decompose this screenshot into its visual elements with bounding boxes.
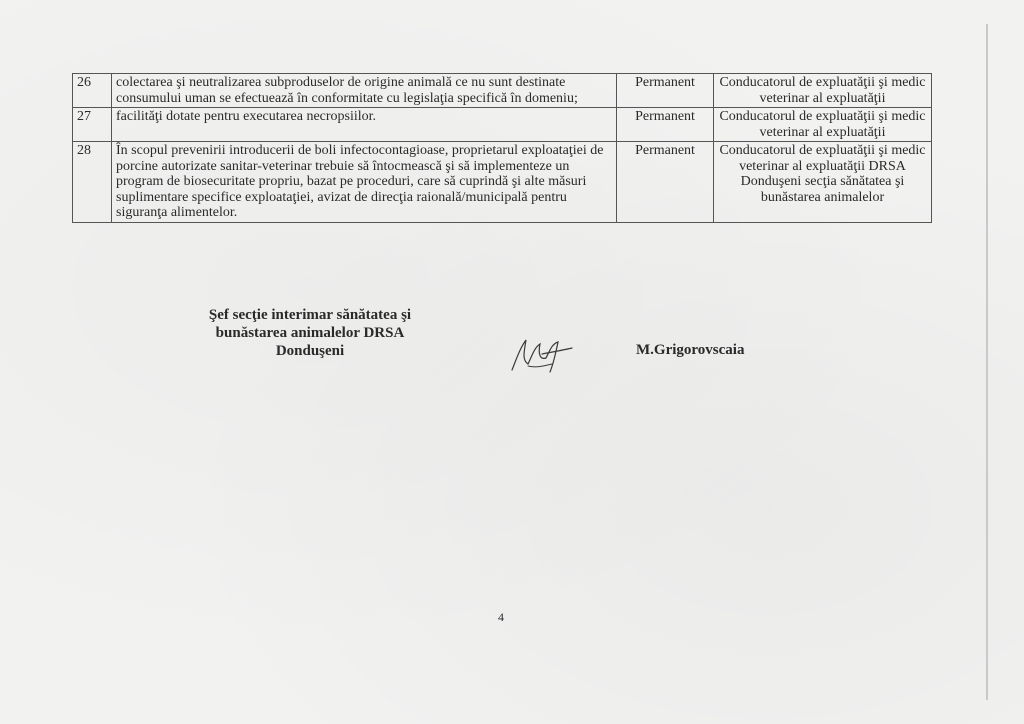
row-measure-text: colectarea şi neutralizarea subproduselor de origine animală ce nu sunt destinate consumului uman se efectuează în conformitate cu legislaţia specifică în domeniu; [112,74,617,108]
row-number: 26 [73,74,112,108]
signatory-title [180,306,440,360]
row-measure-text: facilităţi dotate pentru executarea necropsiilor. [112,108,617,142]
signatory-title-line: Donduşeni [275,343,345,359]
page-number: 4 [498,610,504,624]
row-term: Permanent [617,142,714,223]
table-row [73,142,932,223]
row-responsible: Conducatorul de expluatăţii şi medic veterinar al expluatăţii [714,74,932,108]
row-responsible: Conducatorul de expluatăţii şi medic veterinar al expluatăţii DRSA Donduşeni secţia sănătatea şi bunăstarea animalelor [714,142,932,223]
row-number: 28 [73,142,112,223]
table-row [73,108,932,142]
measures-table [72,73,932,223]
signatory-name: M.Grigorovscaia [636,342,745,358]
row-term: Permanent [617,74,714,108]
row-measure-text: În scopul prevenirii introducerii de boli infectocontagioase, proprietarul exploataţiei de porcine autorizate sanitar-veterinar trebuie să întocmească şi să implementeze un program de biosecuritate propriu, bazat pe proceduri, care să cuprindă şi alte măsuri suplimentare specifice exploataţiei, avizat de direcţia raională/municipală pentru siguranţa alimentelor. [112,142,617,223]
table-row [73,74,932,108]
row-responsible: Conducatorul de expluatăţii şi medic veterinar al expluatăţii [714,108,932,142]
row-term: Permanent [617,108,714,142]
page-edge-line [986,24,988,700]
handwritten-signature [506,330,576,378]
signatory-title-line: Şef secţie interimar sănătatea şi [208,307,412,323]
signatory-title-line: bunăstarea animalelor DRSA [215,325,405,341]
row-number: 27 [73,108,112,142]
